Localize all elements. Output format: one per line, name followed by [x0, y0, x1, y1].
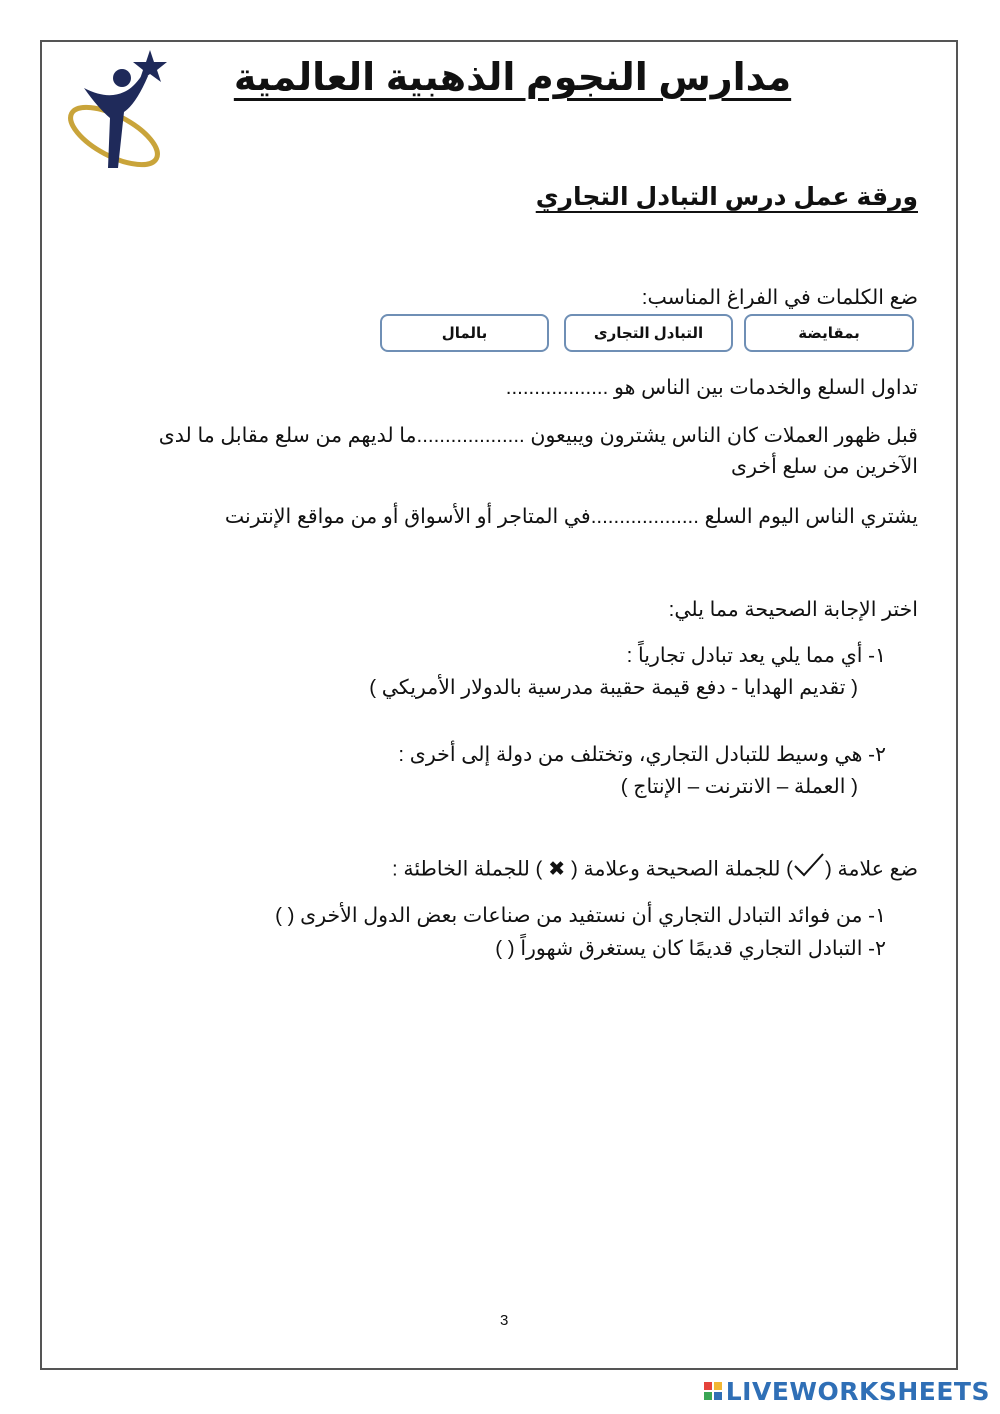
fill-blank-instruction: ضع الكلمات في الفراغ المناسب: — [641, 286, 918, 309]
school-name: مدارس النجوم الذهبية العالمية — [233, 57, 792, 99]
page-frame — [40, 40, 958, 1370]
word-bank-item[interactable]: بالمال — [380, 314, 549, 352]
grid-logo-icon — [704, 1382, 722, 1400]
true-false-statement[interactable]: ١- من فوائد التبادل التجاري أن نستفيد من صناعات بعض الدول الأخرى ( ) — [275, 904, 886, 927]
fill-blank-sentence: قبل ظهور العملات كان الناس يشترون ويبيعون ...................ما لديهم من سلع مقابل ما لدى — [158, 424, 918, 447]
instruction-part: ) للجملة الصحيحة وعلامة ( — [570, 857, 794, 881]
mcq-options[interactable]: ( تقديم الهدايا - دفع قيمة حقيبة مدرسية بالدولار الأمريكي ) — [369, 676, 858, 699]
mcq-question: ٢- هي وسيط للتبادل التجاري، وتختلف من دولة إلى أخرى : — [398, 743, 886, 766]
liveworksheets-logo — [704, 1376, 990, 1406]
fill-blank-sentence: يشتري الناس اليوم السلع ...................في المتاجر أو الأسواق أو من مواقع الإنترنت — [224, 505, 918, 528]
true-false-instruction — [392, 852, 918, 888]
cross-mark-icon: ✖ — [548, 857, 566, 881]
brand-name: LIVEWORKSHEETS — [725, 1376, 990, 1406]
instruction-part: ضع علامة ( — [825, 857, 918, 881]
mcq-instruction: اختر الإجابة الصحيحة مما يلي: — [668, 598, 918, 621]
page-number: 3 — [500, 1312, 509, 1329]
instruction-part: ) للجملة الخاطئة : — [391, 857, 543, 881]
mcq-question: ١- أي مما يلي يعد تبادل تجارياً : — [626, 644, 886, 667]
worksheet-title: ورقة عمل درس التبادل التجاري — [535, 183, 918, 211]
school-logo-icon — [62, 48, 172, 176]
check-mark-icon — [793, 852, 825, 888]
true-false-statement[interactable]: ٢- التبادل التجاري قديمًا كان يستغرق شهوراً ( ) — [495, 937, 886, 960]
fill-blank-sentence: تداول السلع والخدمات بين الناس هو .................. — [505, 376, 918, 399]
word-bank-item[interactable]: التبادل التجارى — [564, 314, 733, 352]
word-bank-item[interactable]: بمقايضة — [744, 314, 914, 352]
mcq-options[interactable]: ( العملة – الانترنت – الإنتاج ) — [620, 775, 858, 798]
fill-blank-sentence: الآخرين من سلع أخرى — [731, 455, 918, 478]
